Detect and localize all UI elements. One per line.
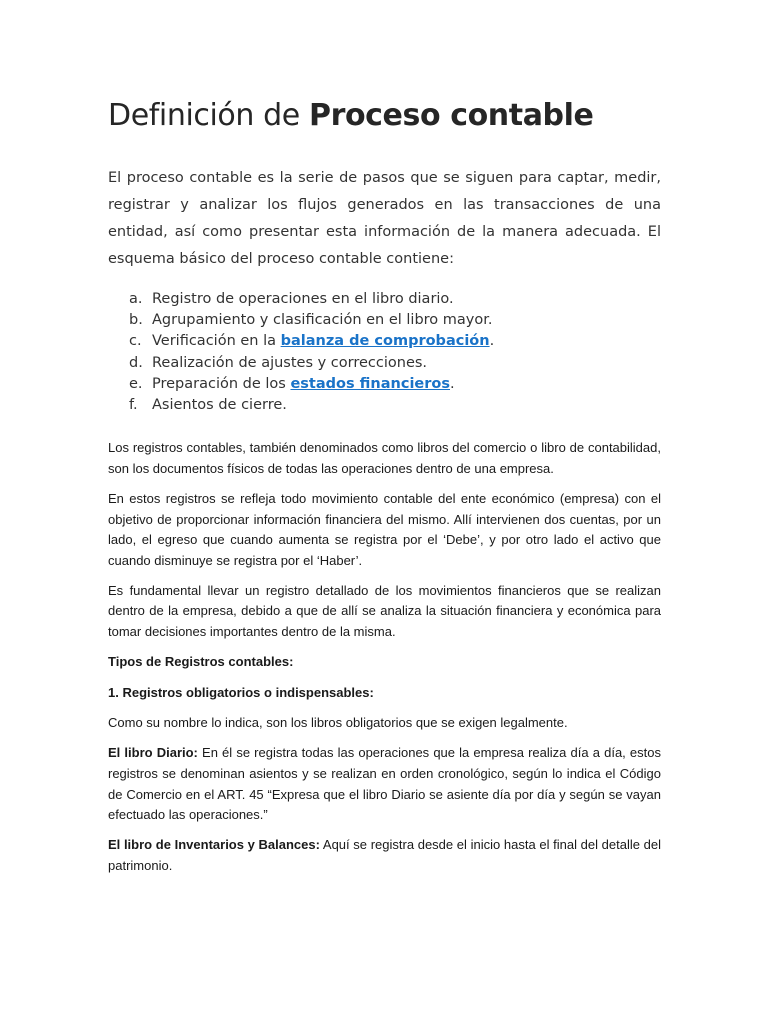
list-item-text: Realización de ajustes y correcciones.	[152, 354, 428, 371]
body-section	[108, 438, 661, 876]
list-item	[108, 395, 661, 416]
title-bold: Proceso contable	[308, 98, 594, 133]
list-item-text: Verificación en la	[152, 333, 281, 350]
libro-diario-label: El libro Diario:	[108, 745, 198, 761]
list-item-text: Asientos de cierre.	[152, 397, 287, 414]
libro-diario-text: En él se registra todas las operaciones que la empresa realiza día a día, estos registros se denominan asientos y se realizan en orden cronológico, según lo indica el Código de Comercio en el ART. 45 “Expresa que el libro Diario se asiente día por día y según se vayan efectuado las operaciones.”	[108, 745, 661, 823]
title-prefix: Definición de	[108, 98, 300, 133]
paragraph-fundamental: Es fundamental llevar un registro detallado de los movimientos financieros que se realizan dentro de la empresa, debido a que de allí se analiza la situación financiera y económica para tomar decisiones importantes dentro de la misma.	[108, 582, 661, 639]
list-marker: e.	[129, 375, 143, 392]
list-item	[108, 289, 661, 310]
list-item-text: Registro de operaciones en el libro diario.	[152, 291, 454, 307]
list-item-text: Preparación de los	[152, 375, 291, 392]
paragraph-inventarios	[108, 835, 661, 876]
balanza-link[interactable]: balanza de comprobación	[280, 333, 490, 350]
paragraph-libro-diario	[108, 743, 661, 825]
paragraph-nombre: Como su nombre lo indica, son los libros obligatorios que se exigen legalmente.	[108, 715, 568, 731]
document-page	[108, 92, 661, 886]
list-item	[108, 310, 661, 331]
list-marker: a.	[129, 291, 143, 307]
list-item	[108, 353, 661, 374]
list-item-text: Agrupamiento y clasificación en el libro mayor.	[152, 312, 493, 329]
estados-financieros-link[interactable]: estados financieros	[290, 375, 450, 392]
heading-obligatorios: 1. Registros obligatorios o indispensables:	[108, 684, 374, 700]
page-title	[108, 92, 661, 140]
list-marker: f.	[129, 397, 138, 414]
list-item-after: .	[489, 333, 495, 350]
list-marker: d.	[129, 354, 143, 371]
list-item-after: .	[450, 375, 455, 392]
heading-tipos: Tipos de Registros contables:	[108, 654, 294, 670]
list-item	[108, 374, 661, 395]
intro-paragraph: El proceso contable es la serie de pasos que se siguen para captar, medir, registrar y analizar los flujos generados en las transacciones de una entidad, así como presentar esta información de la manera adecuada. El esquema básico del proceso contable contiene:	[108, 170, 661, 267]
process-steps-list	[108, 289, 661, 416]
inventarios-label: El libro de Inventarios y Balances:	[108, 837, 320, 853]
paragraph-movimiento: En estos registros se refleja todo movimiento contable del ente económico (empresa) con el objetivo de proporcionar información financiera del mismo. Allí intervienen dos cuentas, por un lado, el egreso que cuando aumenta se registra por el ‘Debe’, y por otro lado el activo que cuando disminuye se registra por el ‘Haber’.	[108, 490, 661, 568]
list-marker: b.	[129, 312, 143, 329]
paragraph-registros: Los registros contables, también denominados como libros del comercio o libro de contabilidad, son los documentos físicos de todas las operaciones dentro de una empresa.	[108, 440, 661, 476]
inventarios-text: Aquí se registra desde el inicio hasta el final del detalle del patrimonio.	[108, 837, 661, 873]
list-item	[108, 331, 661, 352]
list-marker: c.	[129, 333, 142, 350]
